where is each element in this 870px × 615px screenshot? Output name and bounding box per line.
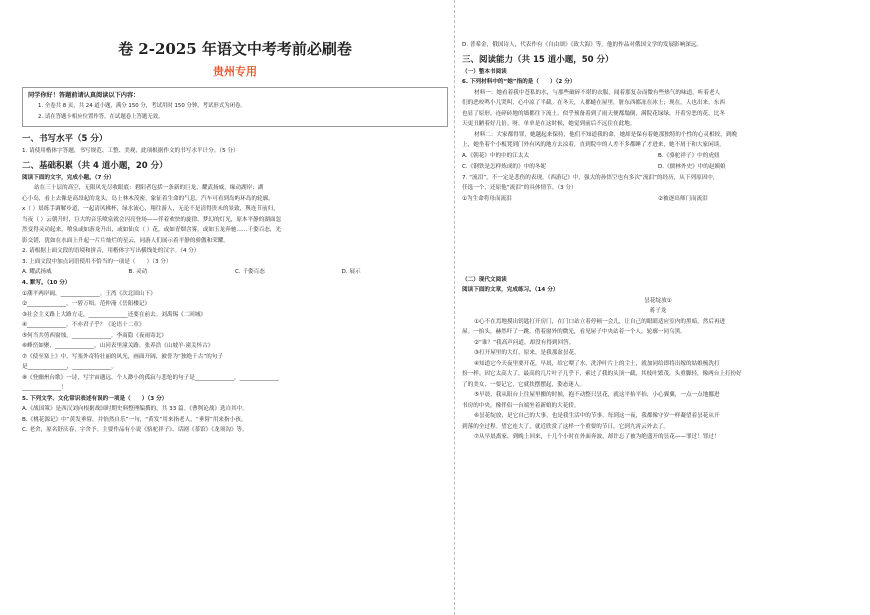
dictation-line: ______________！ xyxy=(22,385,67,391)
question-7-line: 7. “流泪”，不一定是悲伤的表现。《西游记》中，强大的孙悟空也有多次“流泪”的经历，从下列原因中， xyxy=(462,174,719,181)
essay-line: 书房的中央，像伴侣一台端坐着新娘的大花轿。 xyxy=(462,402,580,409)
dictation-line: ①潮平两岸阔，______________。王湾《次北固山下》 xyxy=(22,290,156,297)
exam-title: 卷 2-2025 年语文中考考前必刷卷 xyxy=(118,40,352,58)
essay-line: 了的美女，一要记它，它就扶摆摆起，姿态迷人。 xyxy=(462,381,586,388)
passage-line: 影交错，犹如在水面上升起一片片灿烂的星云，同游人们展示着平静的骄傲和荣耀。 xyxy=(22,237,229,244)
material-line: 们的恶咬鸣小儿哭叫，心中凉了半截。在冬天，人都蜷在屋里，脏东西都冻在冰上；现在，人也出来，东西 xyxy=(462,100,725,106)
question-7-line: 任选一个，还原他“流泪”的具体情节。（3 分） xyxy=(462,185,577,191)
answer-space xyxy=(462,205,854,275)
q5-option-b: B.《桃花源记》中“黄发垂髫，并怡然自乐”一句，“黄发”用来指老人，“垂髫”用来指小孩。 xyxy=(22,416,247,423)
material-line: 也显了原形，连碎砖地的墙都往下流土，似乎预备着到了雨天便都塌倒，满院花绿绿，开着穷恶的花，比冬 xyxy=(462,110,725,117)
essay-line: ②“谁？”我高声问道，却没有得到回答。 xyxy=(474,339,575,346)
q5-option-c: C. 老舍，原名舒庆春，字舍予。主要作品有小说《骆驼祥子》、话剧《茶馆》《龙须沟》等。 xyxy=(22,427,248,433)
dictation-line: ⑤何当共剪西窗烛，______________。李商隐《夜雨寄北》 xyxy=(22,332,167,339)
q5-option-d: D. 普希金，俄国诗人，代表作有《自由颂》《致大海》等。他的作品对俄国文学的发展影响深远。 xyxy=(462,42,703,48)
notice-head: 同学你好！答题前请认真阅读以下内容： xyxy=(28,92,140,99)
essay-line: 屋。一抬头，赫然吓了一跳，借着窗外的微光，看见屋子中央站着一个人，轮廓一同乌黑。 xyxy=(462,329,686,335)
option-b: B. 灵动 xyxy=(128,269,148,275)
option-a: A. 耀武扬威 xyxy=(22,269,52,275)
dictation-line: ⑥峰峦如聚，______________，山河表里潼关路。张养浩《山坡羊·潼关怀古》 xyxy=(22,343,214,349)
material-2 xyxy=(462,130,854,151)
material-line: 材料二：大家都得罪，她越起来保持，他们不知道我的命，她却是保有着她那独特的个性的心灵相较，到晚 xyxy=(474,131,737,138)
dictation-line: ②______________，一碧万顷。范仲淹《岳阳楼记》 xyxy=(22,301,151,307)
q5-option-a: A.《战国策》是西汉刘向根据战国时期史料整理编撰的，共 33 篇。《曹刿论战》选自其中。 xyxy=(22,406,248,412)
section-reading: 三、阅读能力（共 15 道小题，50 分） xyxy=(462,54,614,65)
essay-line: ④知道它今天夜里要开花，早晨，给它喂了水，洗净叶片上的尘土，就加同给即将出嫁的姑娘梳洗打 xyxy=(474,360,720,367)
essay-author: 蒋子龙 xyxy=(649,308,667,314)
passage-line: 当夜（ ）云朝升时，巨大的音乐喷泉就会闪亮登场——伴着欢快的旋律、梦幻的灯光，原本平静的湖面忽 xyxy=(22,216,282,223)
essay-title: 昙花绽放① xyxy=(644,297,672,304)
passage-line: x（ ）晨练手调解步道，一起清风拂杯，绿水流心，翔往游人，无论不是清得贵未的景致，舆连节前归， xyxy=(22,206,279,212)
notice-item-1: 1. 全卷共 8 页，共 24 道小题，满分 150 分，考试用时 150 分钟，考试形式为闭卷。 xyxy=(38,103,246,109)
material-line: 材料一：她看着我中苍私的水，与那些破碎不堪的衣服，闻着那复杂而微有些热气的味道，听着老人 xyxy=(474,89,721,96)
passage-line: 然变得灵动起来，喷泉或如游龙升出，或如仙女（ ）花，或如青烟含雾，或如玉龙奔驰……千姿百态，光 xyxy=(22,227,282,233)
dictation-line: ③社会主义路上大路方走，______________还要在前去。刘禹锡《二回城》 xyxy=(22,311,207,318)
question-3: 3. 上面文段中加点词语使用不恰当的一项是（ ）（3 分） xyxy=(22,258,172,265)
question-2: 2. 请根据上面文段的语境和拼音，用楷体字写出横线处的汉字。（4 分） xyxy=(22,248,200,254)
exam-subtitle: 贵州专用 xyxy=(213,65,257,78)
dictation-line: ④______________，不亦君子乎？《论语十二章》 xyxy=(22,322,145,328)
essay-line: ⑦从早晨离家，到晚上回来，十几个小时在外面奔波，却许忘了被为绝盛开的昙花——罪过！罪过！ xyxy=(474,434,720,440)
dictation-list xyxy=(22,289,448,394)
dictation-line: ⑦《使至塞上》中，写塞外奇特壮丽的风光，画面开阔，被誉为“独绝千古”的句子 xyxy=(22,353,223,360)
subsection-modern: （二）现代文阅读 xyxy=(462,276,507,283)
material-1 xyxy=(462,88,854,130)
question-6: 6. 下列材料中的“她”指的是（ ）（2 分） xyxy=(462,79,576,85)
essay-line: ⑤早晨，我从阳台上往屋里搬的时候，抱不动整只昙花，就这平抬平抬，小心翼翼，一点一点地挪进 xyxy=(474,392,720,398)
column-divider xyxy=(454,0,455,615)
option-c: C.《钢铁是怎样炼成的》中的冬妮 xyxy=(462,163,546,170)
passage xyxy=(22,183,448,246)
essay-line: 到落的全过程。望它连大了，就近欣赏了这样一个重要的节日，它到九霄云外去了。 xyxy=(462,423,669,430)
reading-2-intro: 阅读下面的文章，完成练习。（14 分） xyxy=(462,287,559,293)
material-line: 天更丑陋着好几倍。呀，单单是在这时候，她觉到前后不远住在此地。 xyxy=(462,121,636,127)
option-c: C. 千姿百态 xyxy=(235,269,265,275)
question-4: 4. 默写。（10 分） xyxy=(22,280,71,286)
option-d: D.《儒林外史》中的赵姨娘 xyxy=(658,163,726,170)
passage-line: 站在三十层的高空，无限风光尽收眼底：碧阳者包括一条新的巨龙，耀武扬威，缘动湖岸；湖 xyxy=(34,185,264,191)
essay-line: ⑥昙花绽放，是它自己的大事，也是我生活中的节事，每到这一夜，我都像守岁一样凝望着昙花从开 xyxy=(474,413,720,419)
notice-item-2: 2. 请在答题卡相应位置作答，在试题卷上答题无效。 xyxy=(38,114,164,120)
question-1: 1. 请使用楷体字答题，书写规范、工整、美观，此项根据作文的书写水平计分。（5 分） xyxy=(22,148,239,154)
essay-line: 扮一样。因它太高大了，最高的几片叶子几乎下，索过了我的头顶一截，其枝叶繁茂，头重脚轻，像两台上打扮好 xyxy=(462,371,742,377)
passage-line: 心小岛，看上去像是高昂起的龙头，岛上林木茂密，象征着生命的气息。汽车可看到岛屿环岛的轮廓， xyxy=(22,195,274,202)
option-1: ①为生命将母而流泪 xyxy=(462,195,512,202)
essay xyxy=(462,317,854,443)
section-writing: 一、书写水平（5 分） xyxy=(22,134,108,144)
question-3-options xyxy=(22,267,448,278)
question-6-options-row-1 xyxy=(462,151,854,162)
question-7-options xyxy=(462,194,854,205)
left-column xyxy=(22,0,448,615)
question-6-options-row-2 xyxy=(462,162,854,173)
option-d: D. 展示 xyxy=(341,269,361,275)
option-2: ②被逐出师门而流泪 xyxy=(658,195,708,202)
dictation-line: ⑧《登幽州台歌》一诗，写宇宙邈远、个人渺小的孤寂与悲怆的句子是______________，______________ xyxy=(22,374,279,381)
question-5: 5. 下列文学、文化常识表述有误的一项是（ ）（3 分） xyxy=(22,395,168,402)
option-b: B.《骆驼祥子》中的虎妞 xyxy=(658,152,720,159)
essay-line: ③打开屋里的大灯，原来，是我那盆昙花。 xyxy=(474,350,580,356)
right-column xyxy=(462,0,854,615)
reading-intro: 阅读下面的文字，完成小题。（7 分） xyxy=(22,174,115,181)
essay-line: ①心不在焉地摸出钥匙打开房门，在门口站立着停顿一会儿，让自己的眼睛适应室内的黑暗，然后再进 xyxy=(474,318,726,325)
option-a: A.《朝花》中的中的江太太 xyxy=(462,152,530,159)
subsection-book: （一）整本书阅读 xyxy=(462,68,507,75)
section-basics: 二、基础积累（共 4 道小题，20 分） xyxy=(22,160,168,171)
notice-box xyxy=(22,87,448,127)
dictation-line: 是______________，______________。 xyxy=(22,364,118,370)
material-line: 上，她坐着个小板凳到门外有风的地方去凉着，直到院中的人差不多都睡了才进来，她不屑于和大家闲谈。 xyxy=(462,142,725,148)
